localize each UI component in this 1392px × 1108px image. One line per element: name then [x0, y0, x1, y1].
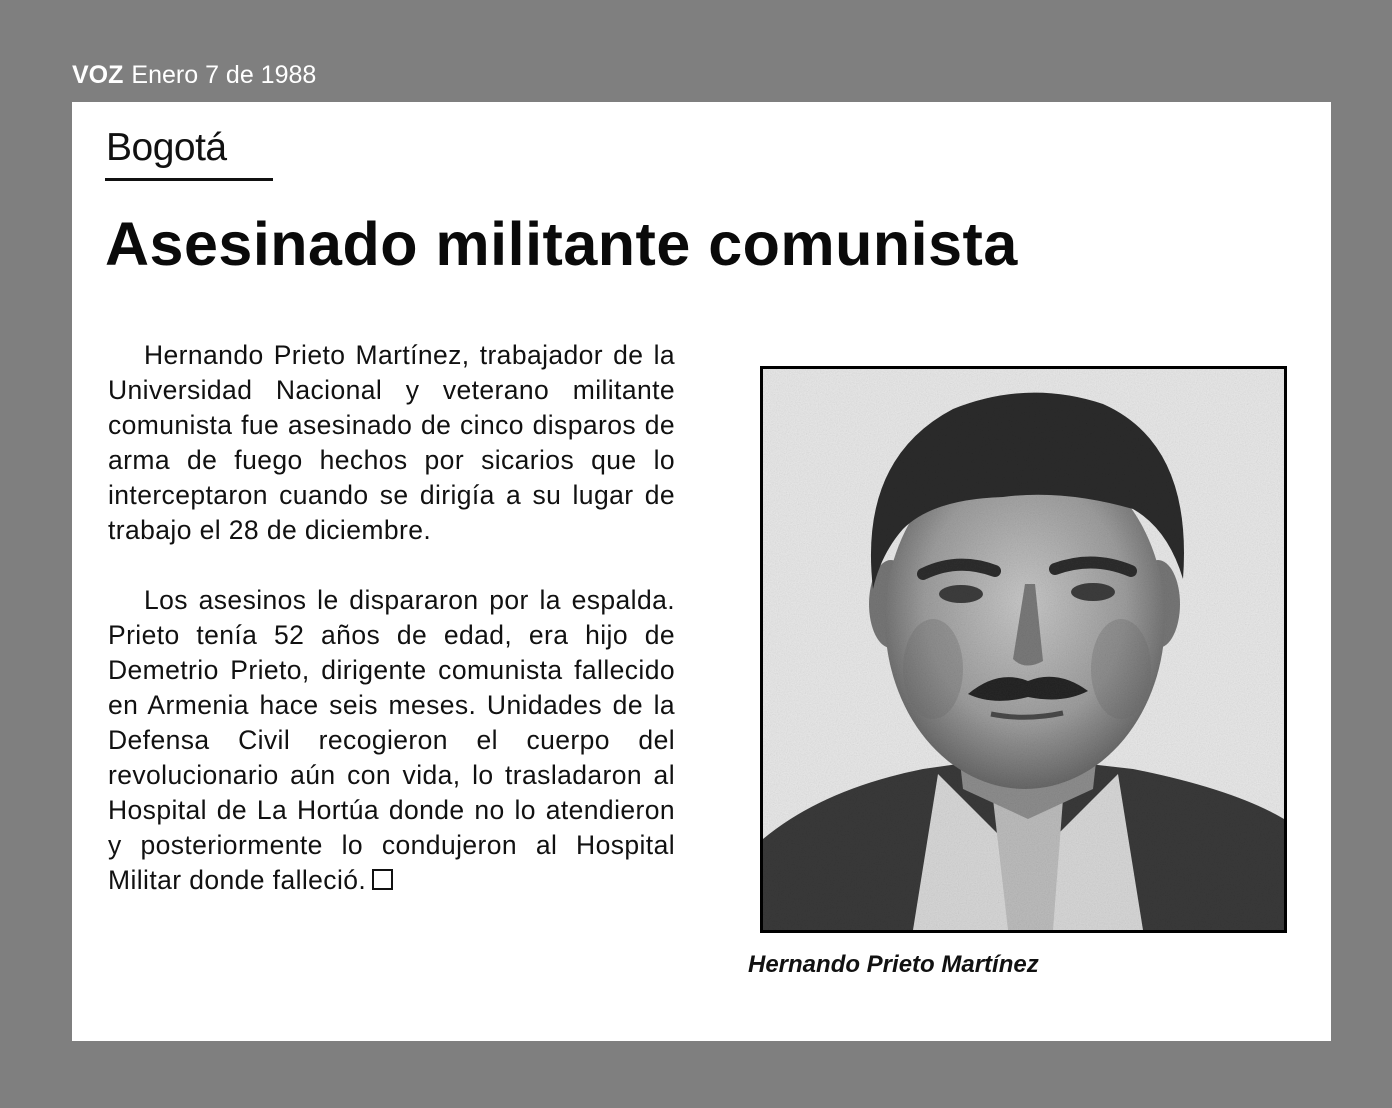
newspaper-name: VOZ — [72, 61, 124, 89]
article-body — [108, 338, 675, 898]
paragraph-1-text: Hernando Prieto Martínez, trabajador de la Universidad Nacional y veterano militante comunista fue asesinado de cinco disparos de arma de fuego hechos por sicarios que lo interceptaron cuando se dirigía a su lugar de trabajo el 28 de diciembre. — [108, 340, 675, 545]
source-line — [72, 60, 316, 90]
portrait-illustration — [763, 369, 1284, 930]
article-paragraph-2 — [108, 583, 675, 898]
photo-caption: Hernando Prieto Martínez — [748, 951, 1039, 978]
end-of-article-square-icon — [372, 869, 393, 890]
publication-date: Enero 7 de 1988 — [131, 61, 317, 89]
portrait-photo — [760, 366, 1287, 933]
article-paragraph-1 — [108, 338, 675, 548]
section-underline — [105, 178, 273, 181]
section-label: Bogotá — [106, 126, 227, 169]
article-headline: Asesinado militante comunista — [105, 210, 1018, 278]
newspaper-clipping — [72, 102, 1331, 1041]
paragraph-2-text: Los asesinos le dispararon por la espalda. Prieto tenía 52 años de edad, era hijo de Demetrio Prieto, dirigente comunista fallecido en Armenia hace seis meses. Unidades de la Defensa Civil recogieron el cuerpo del revolucionario aún con vida, lo trasladaron al Hospital de La Hortúa donde no lo atendieron y posteriormente lo condujeron al Hospital Militar donde falleció. — [108, 585, 675, 895]
